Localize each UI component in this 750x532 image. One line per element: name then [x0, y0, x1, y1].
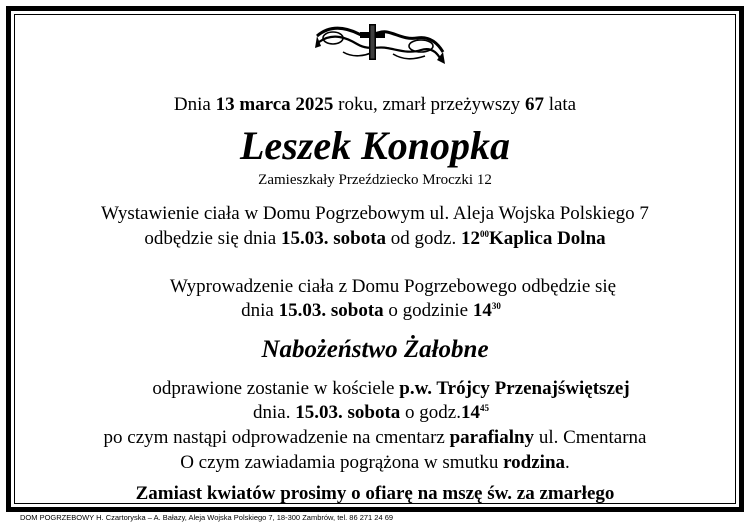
procession-minutes: 30 — [491, 301, 501, 311]
intro-suffix: lata — [543, 94, 577, 115]
service-line-3 — [0, 427, 750, 449]
service-date: 15.03. sobota — [295, 402, 401, 423]
cemetery-suffix: ul. Cmentarna — [534, 427, 647, 448]
viewing-line-1: Wystawienie ciała w Domu Pogrzebowym ul. Aleja Wojska Polskiego 7 — [101, 203, 649, 224]
family-suffix: . — [565, 452, 570, 473]
procession-prefix: dnia — [241, 300, 279, 321]
funeral-home-footer: DOM POGRZEBOWY H. Czartoryska – A. Bałazy, Aleja Wojska Polskiego 7, 18-300 Zambrów, tel. 86 271 24 69 — [20, 513, 394, 522]
service-date-prefix: dnia. — [253, 402, 296, 423]
service-hour: 14 — [460, 402, 480, 423]
procession-line-2 — [0, 300, 746, 322]
procession-hour: 14 — [472, 300, 492, 321]
deceased-name: Leszek Konopka — [240, 123, 510, 168]
service-middle: o godz. — [400, 402, 461, 423]
procession-line-1: Wyprowadzenie ciała z Domu Pogrzebowego odbędzie się — [169, 276, 617, 297]
church-name: p.w. Trójcy Przenajświętszej — [399, 378, 630, 399]
cemetery-type: parafialny — [449, 427, 535, 448]
viewing-place: Kaplica Dolna — [488, 228, 606, 249]
intro-middle: roku, zmarł przeżywszy — [333, 94, 525, 115]
flowers-request: Zamiast kwiatów prosimy o ofiarę na mszę św. za zmarłego — [135, 483, 615, 504]
cross-ribbon-emblem-icon — [313, 18, 447, 72]
service-line-1 — [16, 378, 750, 400]
service-title: Nabożeństwo Żałobne — [261, 336, 489, 363]
service-minutes: 45 — [479, 403, 489, 413]
residence: Zamieszkały Przeździecko Mroczki 12 — [258, 172, 492, 188]
service-prefix: odprawione zostanie w kościele — [152, 378, 400, 399]
viewing-line-2 — [0, 228, 750, 250]
death-date: 13 marca 2025 — [215, 94, 334, 115]
viewing-minutes: 00 — [479, 229, 489, 239]
cemetery-prefix: po czym nastąpi odprowadzenie na cmentarz — [103, 427, 450, 448]
family: rodzina — [503, 452, 566, 473]
viewing-middle: od godz. — [386, 228, 461, 249]
family-prefix: O czym zawiadamia pogrążona w smutku — [180, 452, 504, 473]
viewing-prefix: odbędzie się dnia — [144, 228, 281, 249]
procession-middle: o godzinie — [383, 300, 473, 321]
viewing-hour: 12 — [460, 228, 480, 249]
procession-date: 15.03. sobota — [278, 300, 384, 321]
intro-prefix: Dnia — [173, 94, 216, 115]
service-line-4 — [0, 452, 750, 474]
age: 67 — [524, 94, 544, 115]
viewing-date: 15.03. sobota — [281, 228, 387, 249]
service-line-2 — [0, 402, 746, 424]
death-notice-intro — [0, 94, 750, 116]
